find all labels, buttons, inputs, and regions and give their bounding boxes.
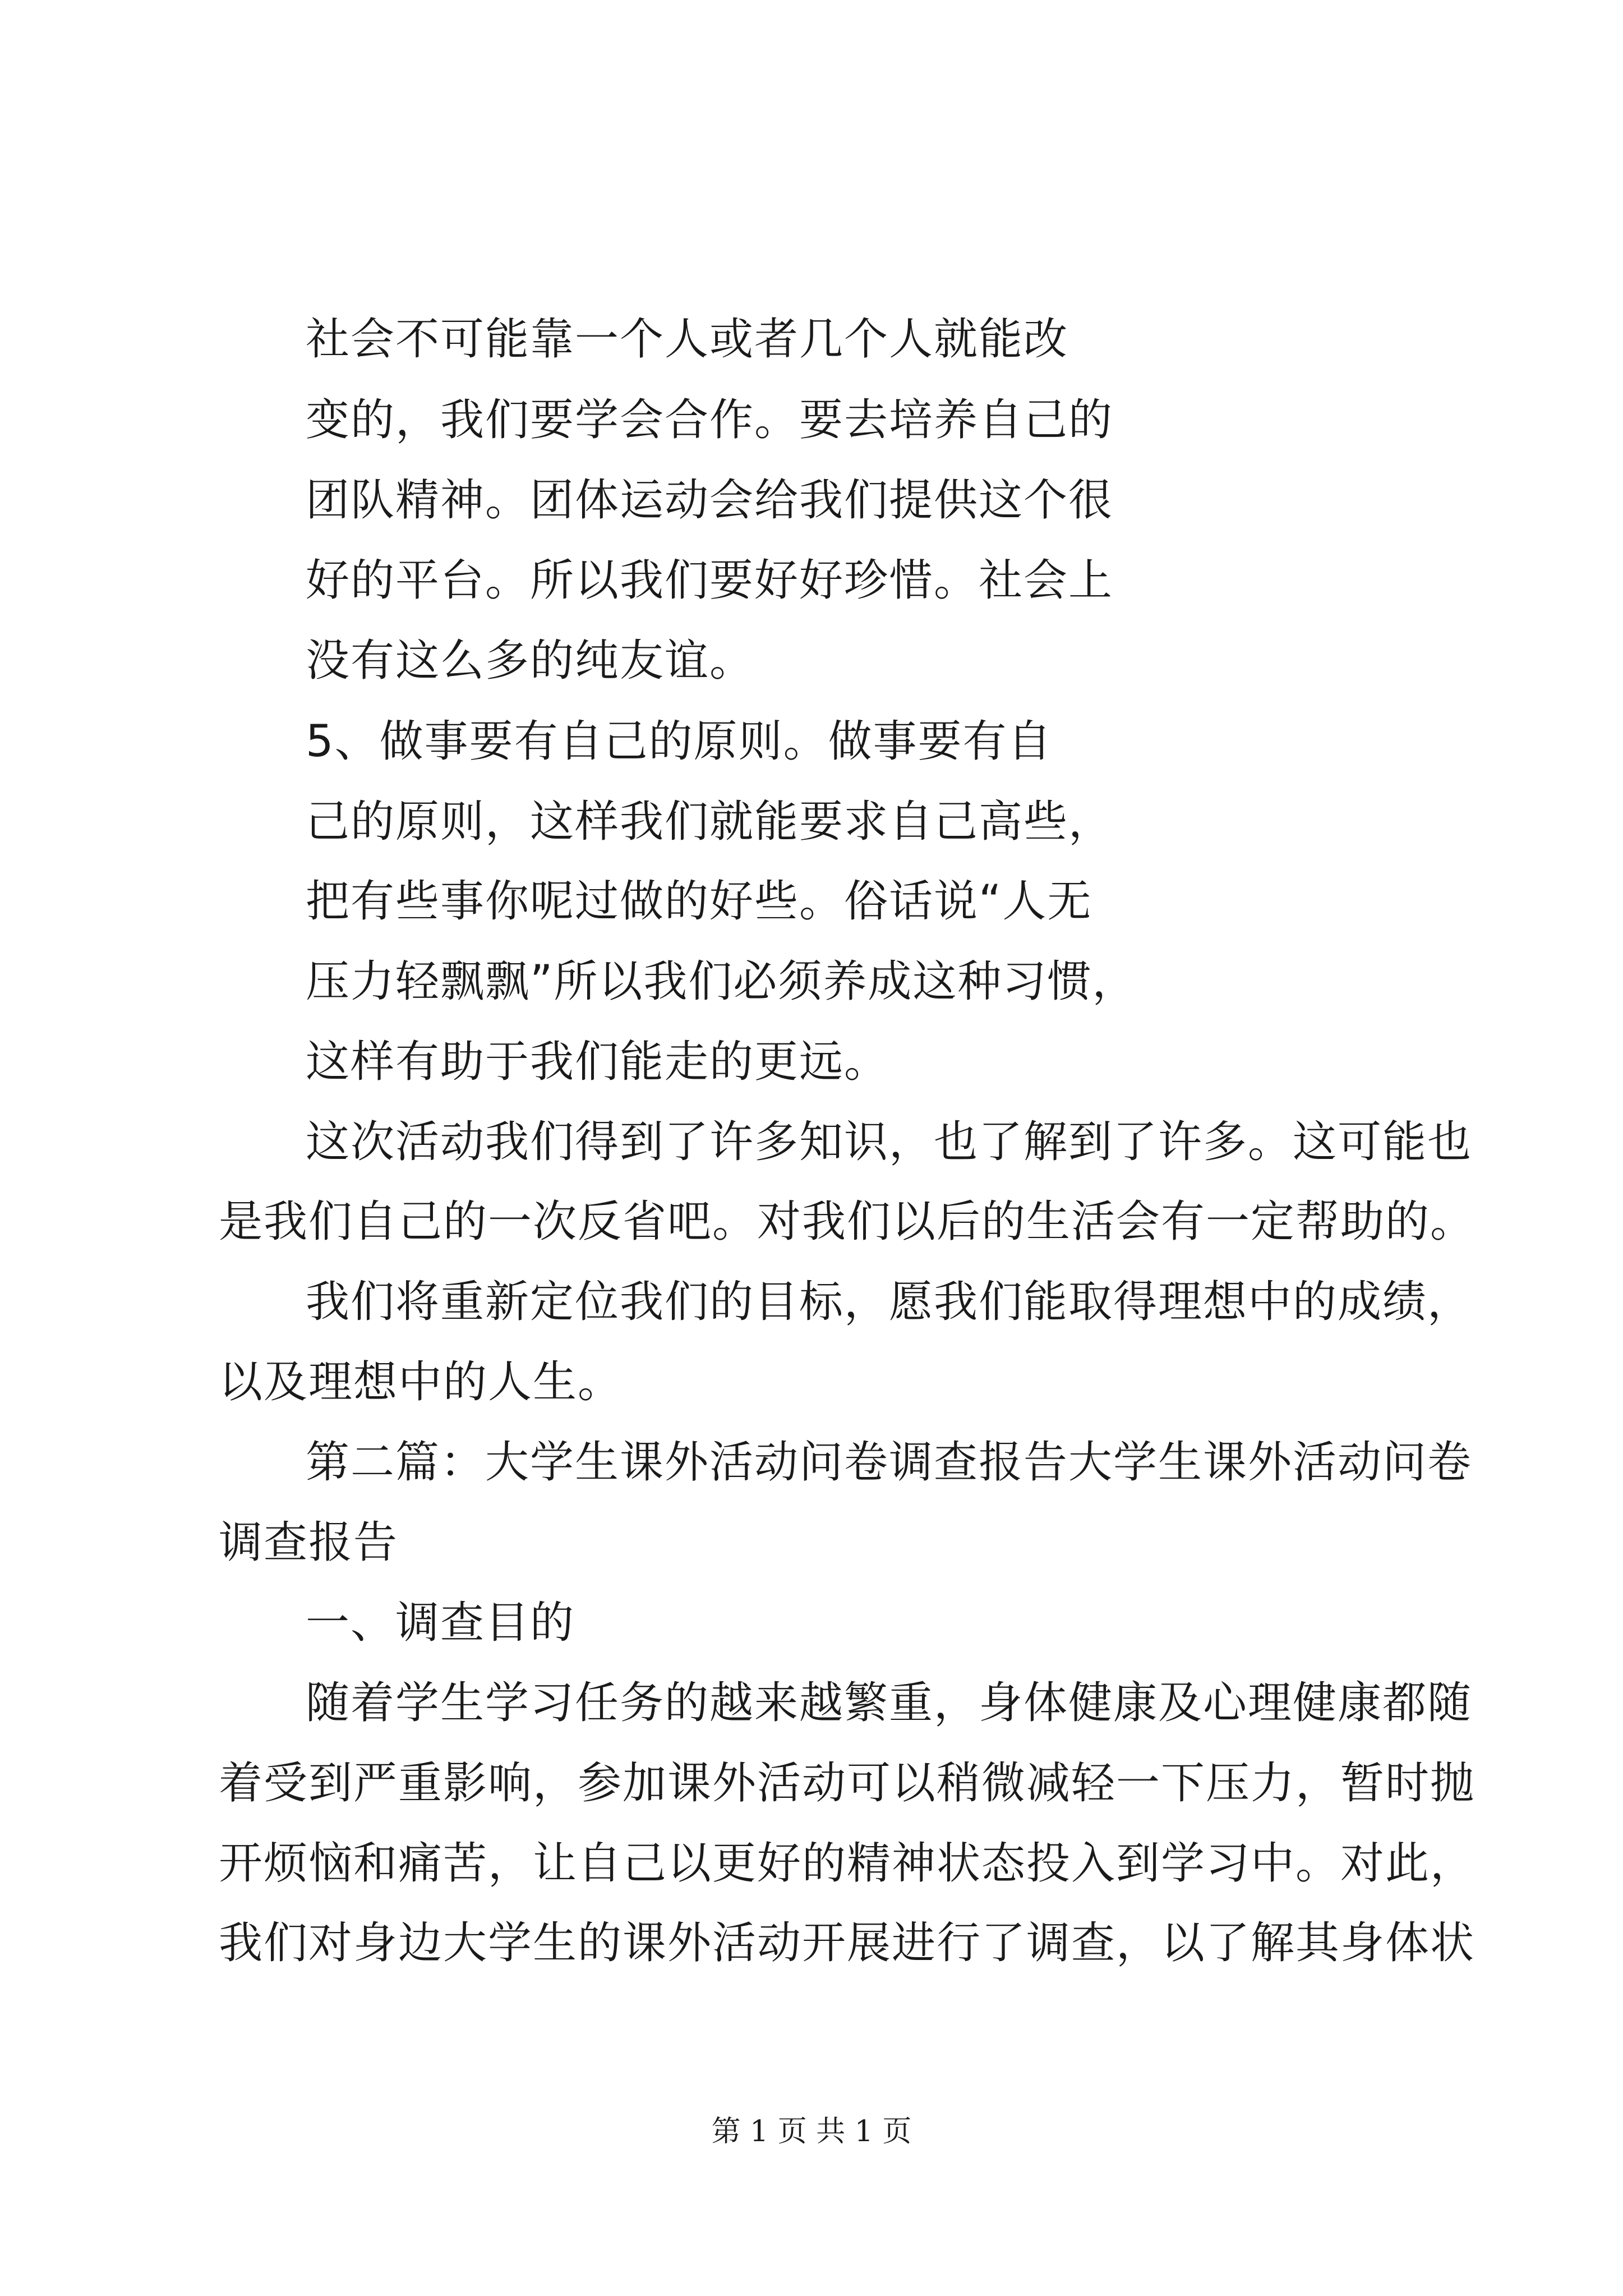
text-line: 好的平台。所以我们要好好珍惜。社会上 [306,555,1114,606]
text-line: 压力轻飘飘”所以我们必须养成这种习惯， [306,956,1137,1007]
page-footer: 第 1 页 共 1 页 [711,2115,912,2148]
text-line: 以及理想中的人生。 [219,1357,623,1407]
section-heading: 一、调查目的 [306,1598,575,1648]
text-line: 调查报告 [219,1517,399,1568]
text-line: 变的，我们要学会合作。要去培养自己的 [306,395,1114,445]
text-line: 没有这么多的纯友谊。 [306,636,755,686]
text-line: 是我们自己的一次反省吧。对我们以后的生活会有一定帮助的。 [219,1197,1476,1247]
text-line: 开烦恼和痛苦，让自己以更好的精神状态投入到学习中。对此， [219,1838,1476,1889]
text-line: 这次活动我们得到了许多知识，也了解到了许多。这可能也 [306,1117,1473,1167]
text-line: 5、做事要有自己的原则。做事要有自 [306,716,1053,767]
text-line: 把有些事你呢过做的好些。俗话说“人无 [306,876,1092,927]
text-line: 团队精神。团体运动会给我们提供这个很 [306,475,1114,526]
text-line: 这样有助于我们能走的更远。 [306,1037,889,1087]
text-line: 我们将重新定位我们的目标，愿我们能取得理想中的成绩， [306,1277,1473,1327]
text-line: 随着学生学习任务的越来越繁重，身体健康及心理健康都随 [306,1678,1473,1728]
text-line: 己的原则，这样我们就能要求自己高些， [306,797,1114,847]
text-line: 社会不可能靠一个人或者几个人就能改 [306,314,1069,365]
text-line: 第二篇：大学生课外活动问卷调查报告大学生课外活动问卷 [306,1437,1473,1488]
text-line: 着受到严重影响，参加课外活动可以稍微减轻一下压力，暂时抛 [219,1758,1476,1809]
text-line: 我们对身边大学生的课外活动开展进行了调查，以了解其身体状 [219,1918,1476,1968]
